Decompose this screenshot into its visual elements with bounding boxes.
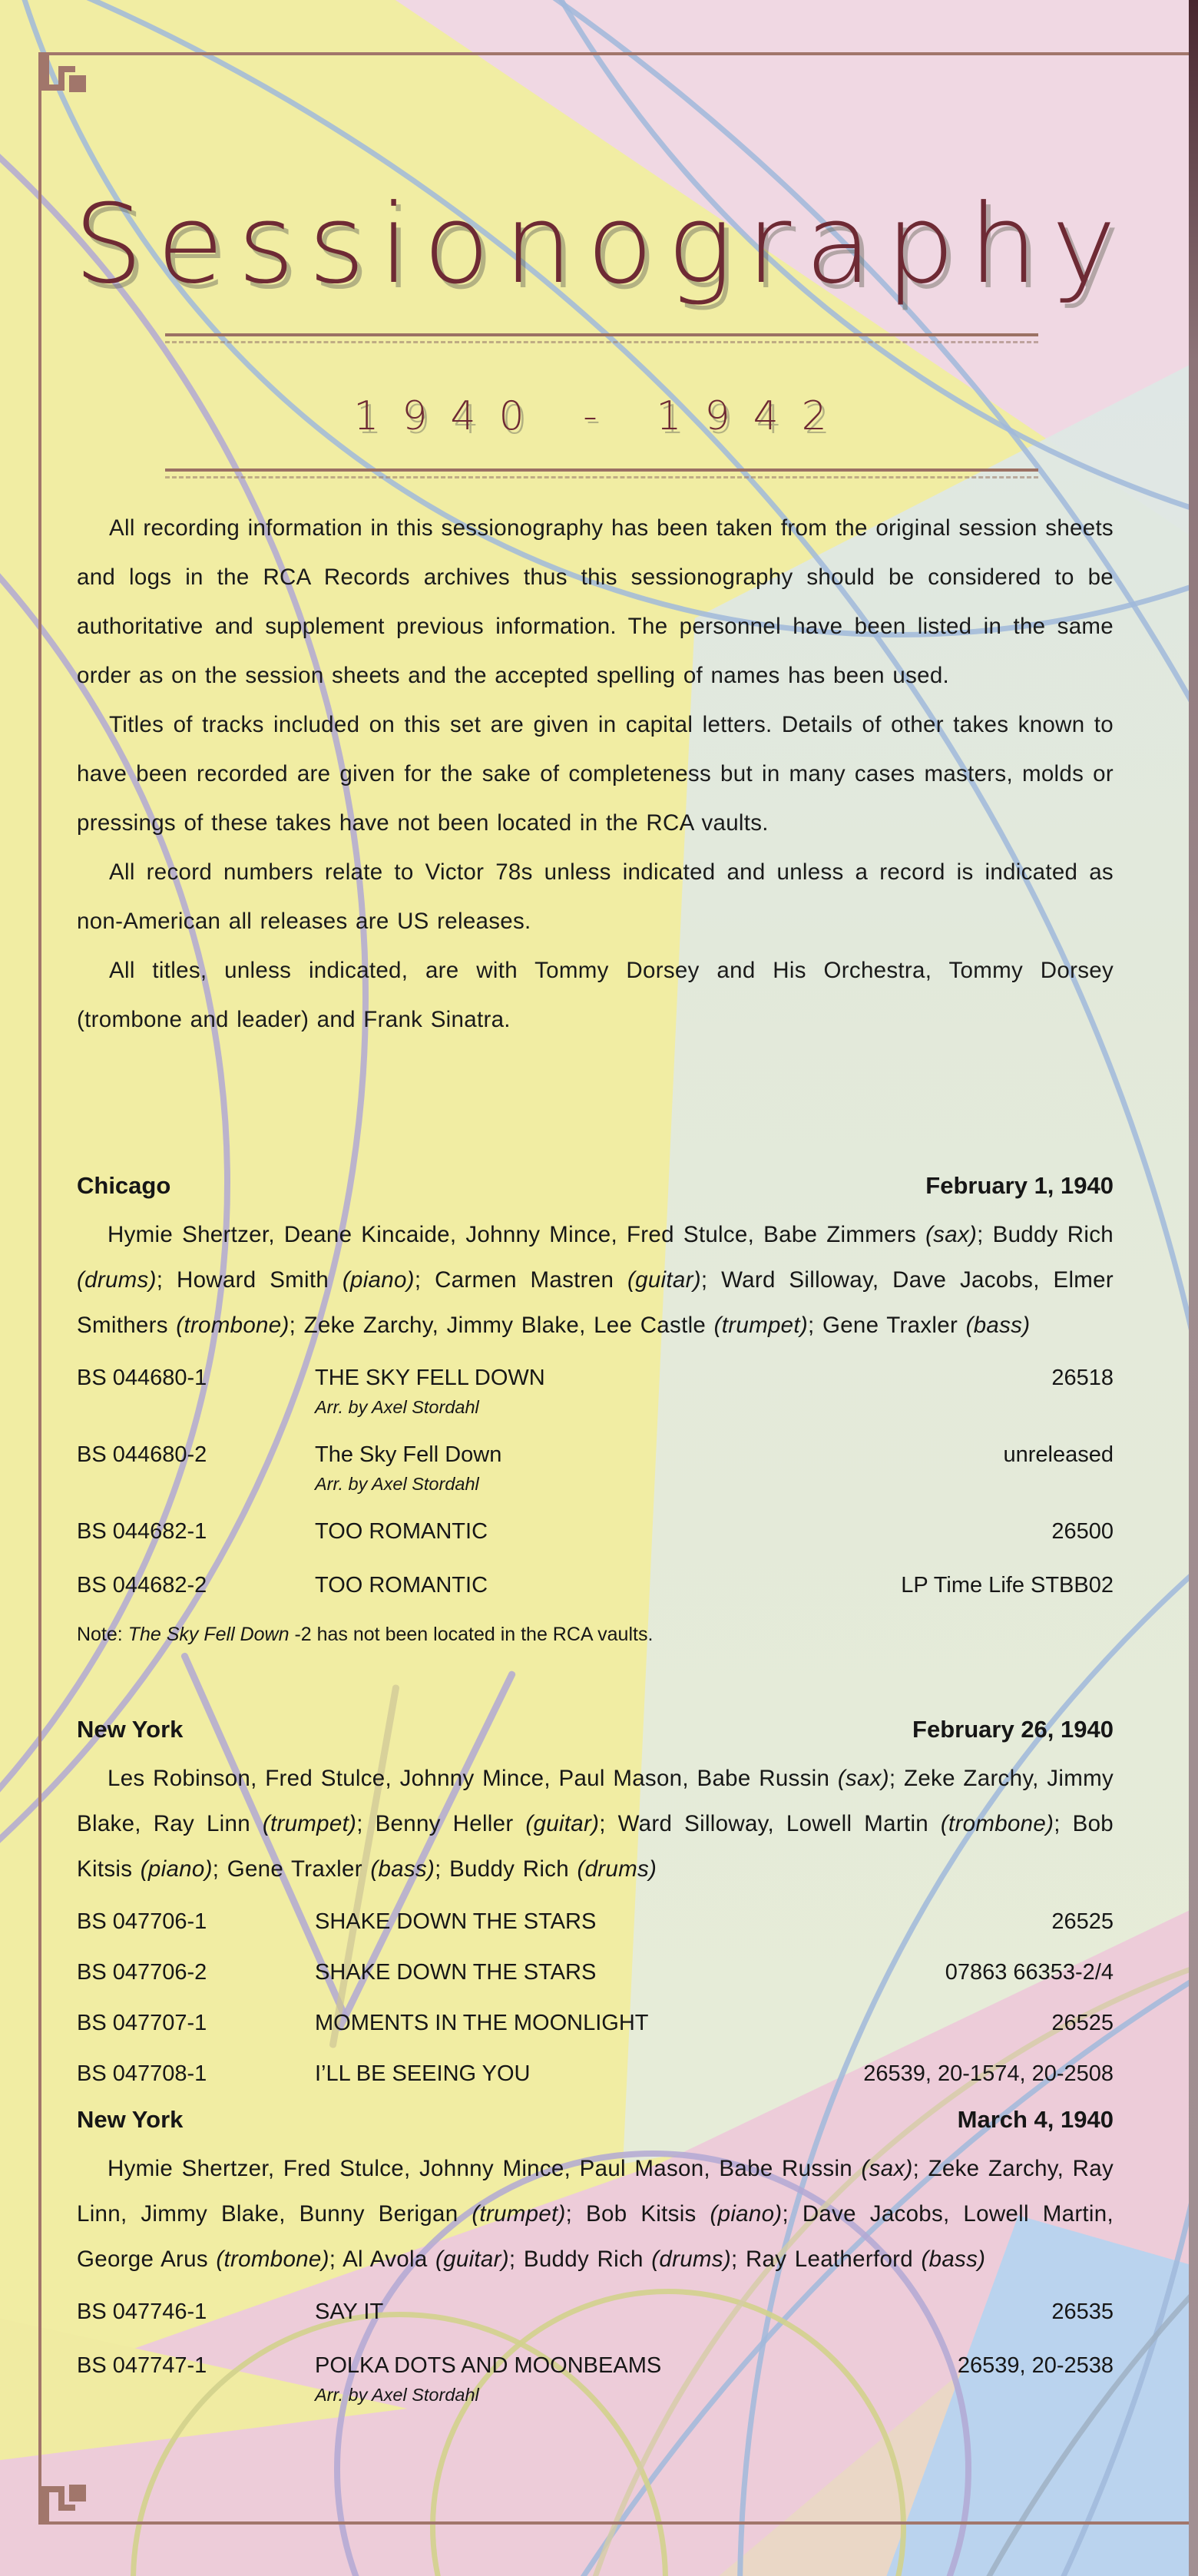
release-number: 26500 [1051,1519,1114,1544]
release-number: LP Time Life STBB02 [901,1573,1114,1598]
track-row [77,2005,1114,2041]
page-subtitle: 1940 - 1942 [353,393,850,439]
track-list [77,1360,1114,1603]
matrix-number: BS 047706-1 [77,1909,207,1934]
track-title: SHAKE DOWN THE STARS [315,1960,597,1985]
personnel-list: Hymie Shertzer, Deane Kincaide, Johnny Mince, Fred Stulce, Babe Zimmers (sax); Buddy Rich (drums); Howard Smith (piano); Carmen Mastren (guitar); Ward Silloway, Dave Jacobs, Elmer Smithers (trombone); Zeke Zarchy, Jimmy Blake, Lee Castle (trumpet); Gene Traxler (bass) [77,1222,1114,1338]
personnel-list: Les Robinson, Fred Stulce, Johnny Mince, Paul Mason, Babe Russin (sax); Zeke Zarchy, Jimmy Blake, Ray Linn (trumpet); Benny Heller (guitar); Ward Silloway, Lowell Martin (trombone); Bob Kitsis (piano); Gene Traxler (bass); Buddy Rich (drums) [77,1766,1114,1882]
track-title: TOO ROMANTIC [315,1573,488,1598]
matrix-number: BS 047747-1 [77,2353,207,2378]
session-date: February 26, 1940 [912,1716,1114,1743]
track-list [77,2294,1114,2406]
track-row [77,1904,1114,1939]
track-title: SAY IT [315,2300,384,2324]
session-location: New York [77,1716,184,1743]
session-header [77,2101,1114,2138]
track-row [77,2348,1114,2406]
session-location: New York [77,2106,184,2133]
release-number: 26539, 20-2538 [957,2353,1114,2378]
matrix-number: BS 044680-2 [77,1442,207,1467]
matrix-number: BS 044682-1 [77,1519,207,1544]
track-row [77,1360,1114,1419]
track-row [77,1568,1114,1603]
personnel-list: Hymie Shertzer, Fred Stulce, Johnny Mince, Paul Mason, Babe Russin (sax); Zeke Zarchy, Ray Linn, Jimmy Blake, Bunny Berigan (trumpet); Bob Kitsis (piano); Dave Jacobs, Lowell Martin, George Arus (trombone); Al Avola (guitar); Buddy Rich (drums); Ray Leatherford (bass) [77,2156,1114,2272]
track-row [77,2294,1114,2329]
session-block [77,1167,1114,1667]
session-date: March 4, 1940 [957,2106,1114,2133]
session-block [77,1711,1114,2107]
track-title: SHAKE DOWN THE STARS [315,1909,597,1934]
arranger-credit: Arr. by Axel Stordahl [315,1397,479,1417]
track-row [77,1955,1114,1990]
introduction [77,504,1114,1045]
release-number: unreleased [1003,1442,1114,1467]
matrix-number: BS 044680-1 [77,1366,207,1390]
release-number: 26525 [1051,1909,1114,1934]
track-title: I’LL BE SEEING YOU [315,2061,531,2086]
session-header [77,1711,1114,1748]
track-list [77,1904,1114,2091]
track-title: THE SKY FELL DOWN [315,1366,545,1390]
session-block [77,2101,1114,2425]
track-row [77,2056,1114,2091]
page-title: Sessionography [74,181,1130,308]
session-location: Chicago [77,1172,171,1199]
arranger-credit: Arr. by Axel Stordahl [315,1474,479,1494]
release-number: 26539, 20-1574, 20-2508 [863,2061,1114,2086]
intro-paragraph: Titles of tracks included on this set are given in capital letters. Details of other takes known to have been recorded are given for the sake of completeness but in many cases masters, molds or pressings of these takes have not been located in the RCA vaults. [77,712,1114,836]
track-title: TOO ROMANTIC [315,1519,488,1544]
track-title: MOMENTS IN THE MOONLIGHT [315,2011,649,2035]
double-rule-top [165,333,1038,343]
release-number: 26525 [1051,2011,1114,2035]
track-row [77,1514,1114,1549]
track-title: POLKA DOTS AND MOONBEAMS [315,2353,662,2378]
session-note: Note: The Sky Fell Down -2 has not been located in the RCA vaults. [77,1624,654,1645]
matrix-number: BS 047707-1 [77,2011,207,2035]
intro-paragraph: All recording information in this sessionography has been taken from the original session sheets and logs in the RCA Records archives thus this sessionography should be considered to be authoritative and supplement previous information. The personnel have been listed in the same order as on the session sheets and the accepted spelling of names has been used. [77,515,1114,688]
intro-paragraph: All record numbers relate to Victor 78s unless indicated and unless a record is indicated as non-American all releases are US releases. [77,859,1114,934]
release-number: 26518 [1051,1366,1114,1390]
release-number: 07863 66353-2/4 [945,1960,1114,1985]
intro-paragraph: All titles, unless indicated, are with Tommy Dorsey and His Orchestra, Tommy Dorsey (trombone and leader) and Frank Sinatra. [77,958,1114,1032]
matrix-number: BS 047706-2 [77,1960,207,1985]
double-rule-bottom [165,469,1038,478]
matrix-number: BS 044682-2 [77,1573,207,1598]
release-number: 26535 [1051,2300,1114,2324]
matrix-number: BS 047708-1 [77,2061,207,2086]
arranger-credit: Arr. by Axel Stordahl [315,2385,479,2405]
matrix-number: BS 047746-1 [77,2300,207,2324]
session-header [77,1167,1114,1204]
track-row [77,1437,1114,1495]
track-title: The Sky Fell Down [315,1442,502,1467]
session-date: February 1, 1940 [925,1172,1114,1199]
